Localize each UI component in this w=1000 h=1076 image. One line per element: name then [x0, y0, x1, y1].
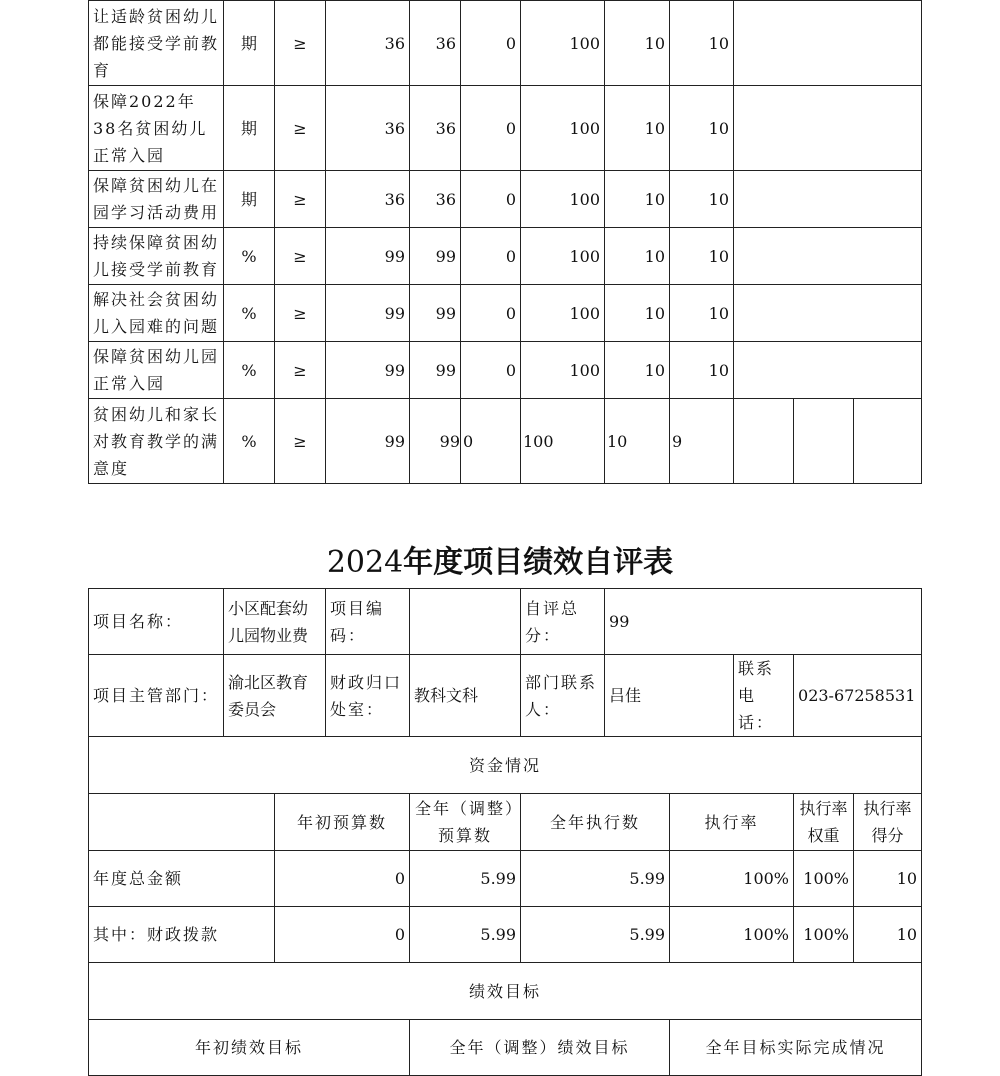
funds-header: 执行率权重 — [794, 794, 854, 851]
table-row — [89, 342, 922, 399]
indicator-value: 10 — [605, 285, 670, 342]
indicator-name: 让适龄贫困幼儿都能接受学前教育 — [89, 1, 224, 86]
empty-cell — [734, 228, 922, 285]
empty-cell — [734, 86, 922, 171]
indicator-name: 保障贫困幼儿在园学习活动费用 — [89, 171, 224, 228]
indicator-value: 0 — [461, 86, 521, 171]
indicator-value: 10 — [605, 86, 670, 171]
indicator-value: 10 — [605, 342, 670, 399]
indicator-value: 36 — [410, 171, 461, 228]
indicator-value: 10 — [605, 1, 670, 86]
indicator-value: 0 — [461, 399, 521, 484]
project-code-label: 项目编码： — [326, 589, 410, 655]
goals-header: 全年目标实际完成情况 — [670, 1020, 922, 1076]
title-year: 2024 — [326, 545, 404, 580]
table-row — [89, 963, 922, 1020]
indicator-unit: 期 — [224, 86, 275, 171]
indicator-unit: % — [224, 342, 275, 399]
empty-cell — [734, 1, 922, 86]
indicator-operator: ≥ — [275, 86, 326, 171]
project-code-value — [410, 589, 521, 655]
self-score-label: 自评总分： — [521, 589, 605, 655]
contact-label: 部门联系人： — [521, 655, 605, 737]
indicator-value: 100 — [521, 1, 605, 86]
indicator-value: 36 — [326, 171, 410, 228]
table-row — [89, 171, 922, 228]
funds-initial: 0 — [275, 907, 410, 963]
indicator-value: 100 — [521, 342, 605, 399]
indicator-value: 99 — [410, 399, 461, 484]
funds-rate: 100% — [670, 907, 794, 963]
table-row — [89, 589, 922, 655]
indicator-value: 100 — [521, 399, 605, 484]
table-row — [89, 907, 922, 963]
funds-score: 10 — [854, 851, 922, 907]
indicator-operator: ≥ — [275, 228, 326, 285]
indicator-value: 99 — [326, 285, 410, 342]
self-score-value: 99 — [605, 589, 922, 655]
funds-header: 年初预算数 — [275, 794, 410, 851]
indicator-value: 0 — [461, 285, 521, 342]
indicator-value: 99 — [410, 342, 461, 399]
table-row — [89, 737, 922, 794]
table-row — [89, 86, 922, 171]
indicator-value: 10 — [670, 86, 734, 171]
funds-header: 执行率得分 — [854, 794, 922, 851]
indicator-value: 36 — [410, 86, 461, 171]
indicator-value: 10 — [670, 285, 734, 342]
indicator-unit: % — [224, 399, 275, 484]
indicator-operator: ≥ — [275, 399, 326, 484]
funds-row-label: 其中：财政拨款 — [89, 907, 275, 963]
indicator-unit: % — [224, 285, 275, 342]
indicator-name: 持续保障贫困幼儿接受学前教育 — [89, 228, 224, 285]
indicator-value: 100 — [521, 228, 605, 285]
table-row — [89, 399, 922, 484]
table-row — [89, 228, 922, 285]
indicator-value: 0 — [461, 171, 521, 228]
funds-header: 执行率 — [670, 794, 794, 851]
indicator-operator: ≥ — [275, 285, 326, 342]
funds-executed: 5.99 — [521, 851, 670, 907]
indicator-value: 10 — [605, 399, 670, 484]
indicator-value: 10 — [670, 171, 734, 228]
funds-rate: 100% — [670, 851, 794, 907]
indicator-operator: ≥ — [275, 342, 326, 399]
indicator-name: 保障2022年38名贫困幼儿正常入园 — [89, 86, 224, 171]
self-evaluation-table — [88, 588, 922, 1076]
indicator-table — [88, 0, 922, 484]
page-title — [0, 540, 1000, 586]
phone-label: 联系电话： — [734, 655, 794, 737]
funds-weight: 100% — [794, 851, 854, 907]
funds-score: 10 — [854, 907, 922, 963]
indicator-value: 10 — [670, 228, 734, 285]
indicator-value: 100 — [521, 171, 605, 228]
indicator-value: 10 — [605, 228, 670, 285]
project-name-label: 项目名称： — [89, 589, 224, 655]
funds-header — [89, 794, 275, 851]
dept-label: 项目主管部门： — [89, 655, 224, 737]
goals-section-title: 绩效目标 — [89, 963, 922, 1020]
indicator-unit: % — [224, 228, 275, 285]
funds-row-label: 年度总金额 — [89, 851, 275, 907]
indicator-name: 贫困幼儿和家长对教育教学的满意度 — [89, 399, 224, 484]
indicator-unit: 期 — [224, 1, 275, 86]
empty-cell — [734, 285, 922, 342]
dept-value: 渝北区教育委员会 — [224, 655, 326, 737]
indicator-unit: 期 — [224, 171, 275, 228]
contact-value: 吕佳 — [605, 655, 734, 737]
table-header-row — [89, 1020, 922, 1076]
indicator-value: 100 — [521, 285, 605, 342]
funds-weight: 100% — [794, 907, 854, 963]
indicator-value: 100 — [521, 86, 605, 171]
indicator-value: 0 — [461, 228, 521, 285]
table-row — [89, 655, 922, 737]
indicator-value: 0 — [461, 1, 521, 86]
indicator-value: 36 — [326, 86, 410, 171]
empty-cell — [794, 399, 854, 484]
indicator-value: 99 — [410, 285, 461, 342]
funds-header: 全年（调整）预算数 — [410, 794, 521, 851]
empty-cell — [854, 399, 922, 484]
phone-value: 023-67258531 — [794, 655, 922, 737]
indicator-operator: ≥ — [275, 1, 326, 86]
indicator-name: 解决社会贫困幼儿入园难的问题 — [89, 285, 224, 342]
indicator-value: 0 — [461, 342, 521, 399]
indicator-value: 99 — [326, 399, 410, 484]
empty-cell — [734, 399, 794, 484]
indicator-name: 保障贫困幼儿园正常入园 — [89, 342, 224, 399]
goals-header: 全年（调整）绩效目标 — [410, 1020, 670, 1076]
indicator-value: 99 — [326, 228, 410, 285]
indicator-value: 9 — [670, 399, 734, 484]
finance-office-label: 财政归口处室： — [326, 655, 410, 737]
empty-cell — [734, 342, 922, 399]
project-name-value: 小区配套幼儿园物业费 — [224, 589, 326, 655]
table-row — [89, 1, 922, 86]
table-row — [89, 285, 922, 342]
indicator-operator: ≥ — [275, 171, 326, 228]
indicator-value: 36 — [410, 1, 461, 86]
indicator-value: 99 — [326, 342, 410, 399]
goals-header: 年初绩效目标 — [89, 1020, 410, 1076]
funds-adjusted: 5.99 — [410, 907, 521, 963]
funds-initial: 0 — [275, 851, 410, 907]
funds-executed: 5.99 — [521, 907, 670, 963]
indicator-value: 10 — [670, 342, 734, 399]
table-row — [89, 851, 922, 907]
finance-office-value: 教科文科 — [410, 655, 521, 737]
indicator-value: 10 — [670, 1, 734, 86]
title-text: 年度项目绩效自评表 — [403, 545, 674, 580]
table-header-row — [89, 794, 922, 851]
empty-cell — [734, 171, 922, 228]
indicator-value: 36 — [326, 1, 410, 86]
indicator-value: 10 — [605, 171, 670, 228]
indicator-value: 99 — [410, 228, 461, 285]
funds-section-title: 资金情况 — [89, 737, 922, 794]
funds-adjusted: 5.99 — [410, 851, 521, 907]
funds-header: 全年执行数 — [521, 794, 670, 851]
